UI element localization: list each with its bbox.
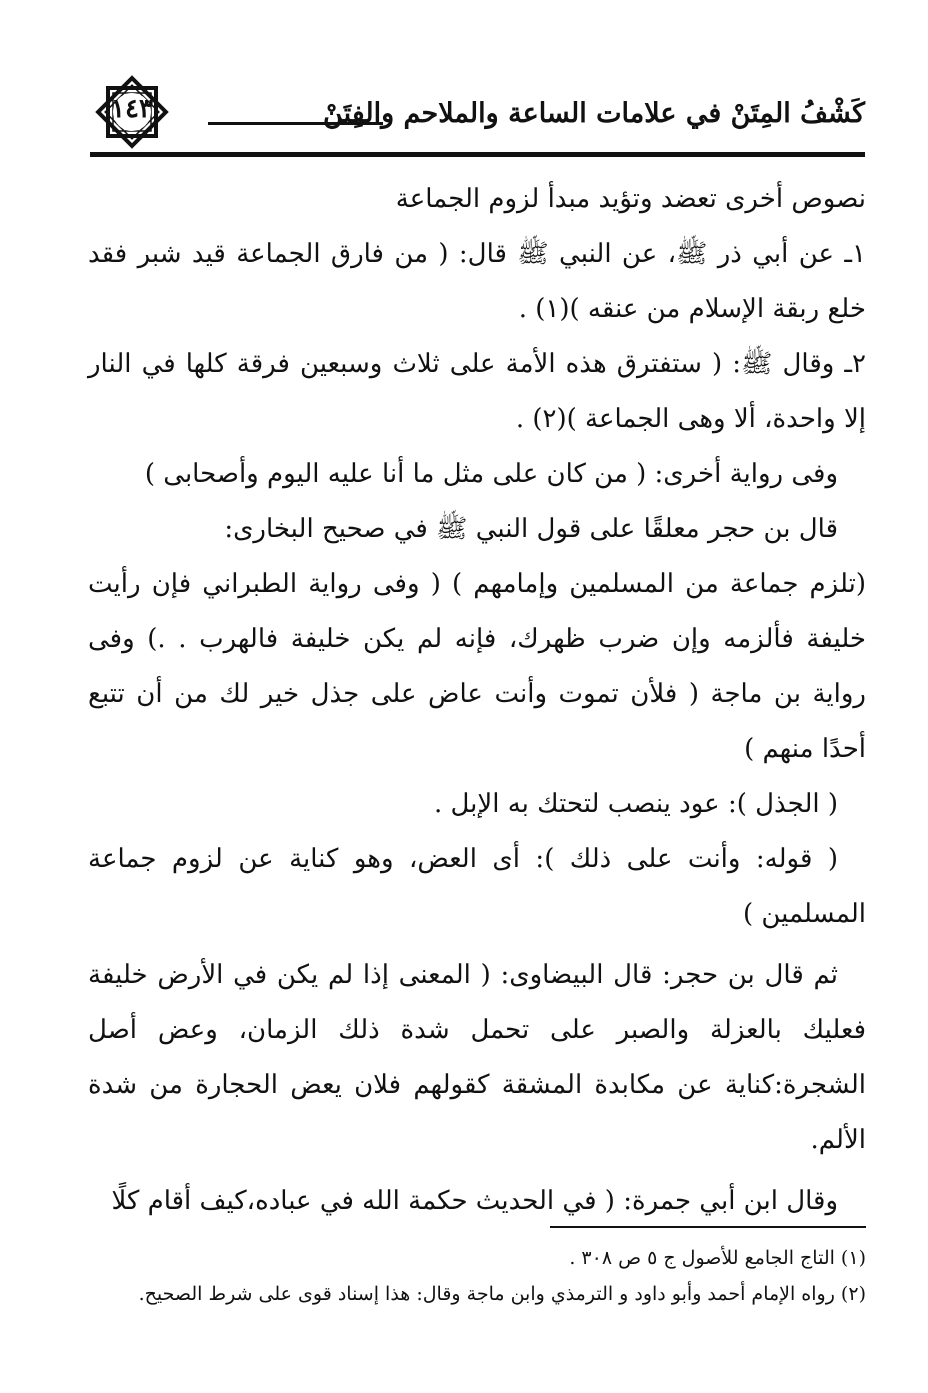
baydawi-quote: ثم قال بن حجر: قال البيضاوى: ( المعنى إذا لم يكن في الأرض خليفة فعليك بالعزلة والصبر على تحمل شدة ذلك الزمان، وعض أصل الشجرة:كناية عن مكابدة المشقة كقولهم فلان يعض الحجارة من شدة الألم.: [88, 960, 866, 1155]
book-title: كَشْفُ المِتَنْ في علامات الساعة والملاحم والفِتَنْ: [323, 98, 865, 129]
footnotes: [88, 1240, 866, 1312]
other-narration: وفى رواية أخرى: ( من كان على مثل ما أنا عليه اليوم وأصحابى ): [144, 459, 838, 489]
tabarani-narration: (تلزم جماعة من المسلمين وإمامهم ) ( وفى رواية الطبراني فإن رأيت خليفة فألزمه وإن ضرب ظهرك، فإنه لم يكن خليفة فالهرب . .) وفى رواية بن ماجة ( فلأن تموت وأنت عاض على جذل خير لك من أن تتبع أحدًا منهم ): [88, 569, 866, 764]
commentary-saying: ( قوله: وأنت على ذلك ): أى العض، وهو كناية عن لزوم جماعة المسلمين ): [88, 844, 866, 929]
ibn-hajar-intro: قال بن حجر معلقًا على قول النبي ﷺ في صحيح البخارى:: [224, 514, 838, 544]
hadith-2: ٢ـ وقال ﷺ: ( ستفترق هذه الأمة على ثلاث وسبعين فرقة كلها في النار إلا واحدة، ألا وهى الجماعة )(٢) .: [88, 349, 866, 434]
hadith-1: ١ـ عن أبي ذر ﷺ، عن النبي ﷺ قال: ( من فارق الجماعة قيد شبر فقد خلع ربقة الإسلام من عنقه )(١) .: [88, 239, 866, 324]
page-body: [88, 172, 866, 1229]
footnote-1: (١) التاج الجامع للأصول ج ٥ ص ٣٠٨ .: [569, 1247, 866, 1269]
ibn-abi-jamra-quote: وقال ابن أبي جمرة: ( في الحديث حكمة الله في عباده،كيف أقام كلًا: [111, 1186, 838, 1216]
page-header: [90, 70, 865, 158]
section-heading: نصوص أخرى تعضد وتؤيد مبدأ لزوم الجماعة: [395, 184, 866, 214]
footnote-2: (٢) رواه الإمام أحمد وأبو داود و الترمذي وابن ماجة وقال: هذا إسناد قوى على شرط الصحيح.: [138, 1283, 866, 1305]
page-number: ١٤٣: [111, 94, 153, 124]
page-number-badge: [90, 70, 174, 154]
jidhl-definition: ( الجذل ): عود ينصب لتحتك به الإبل .: [433, 789, 838, 819]
footnote-separator: [550, 1226, 866, 1228]
header-rule: [90, 152, 865, 157]
